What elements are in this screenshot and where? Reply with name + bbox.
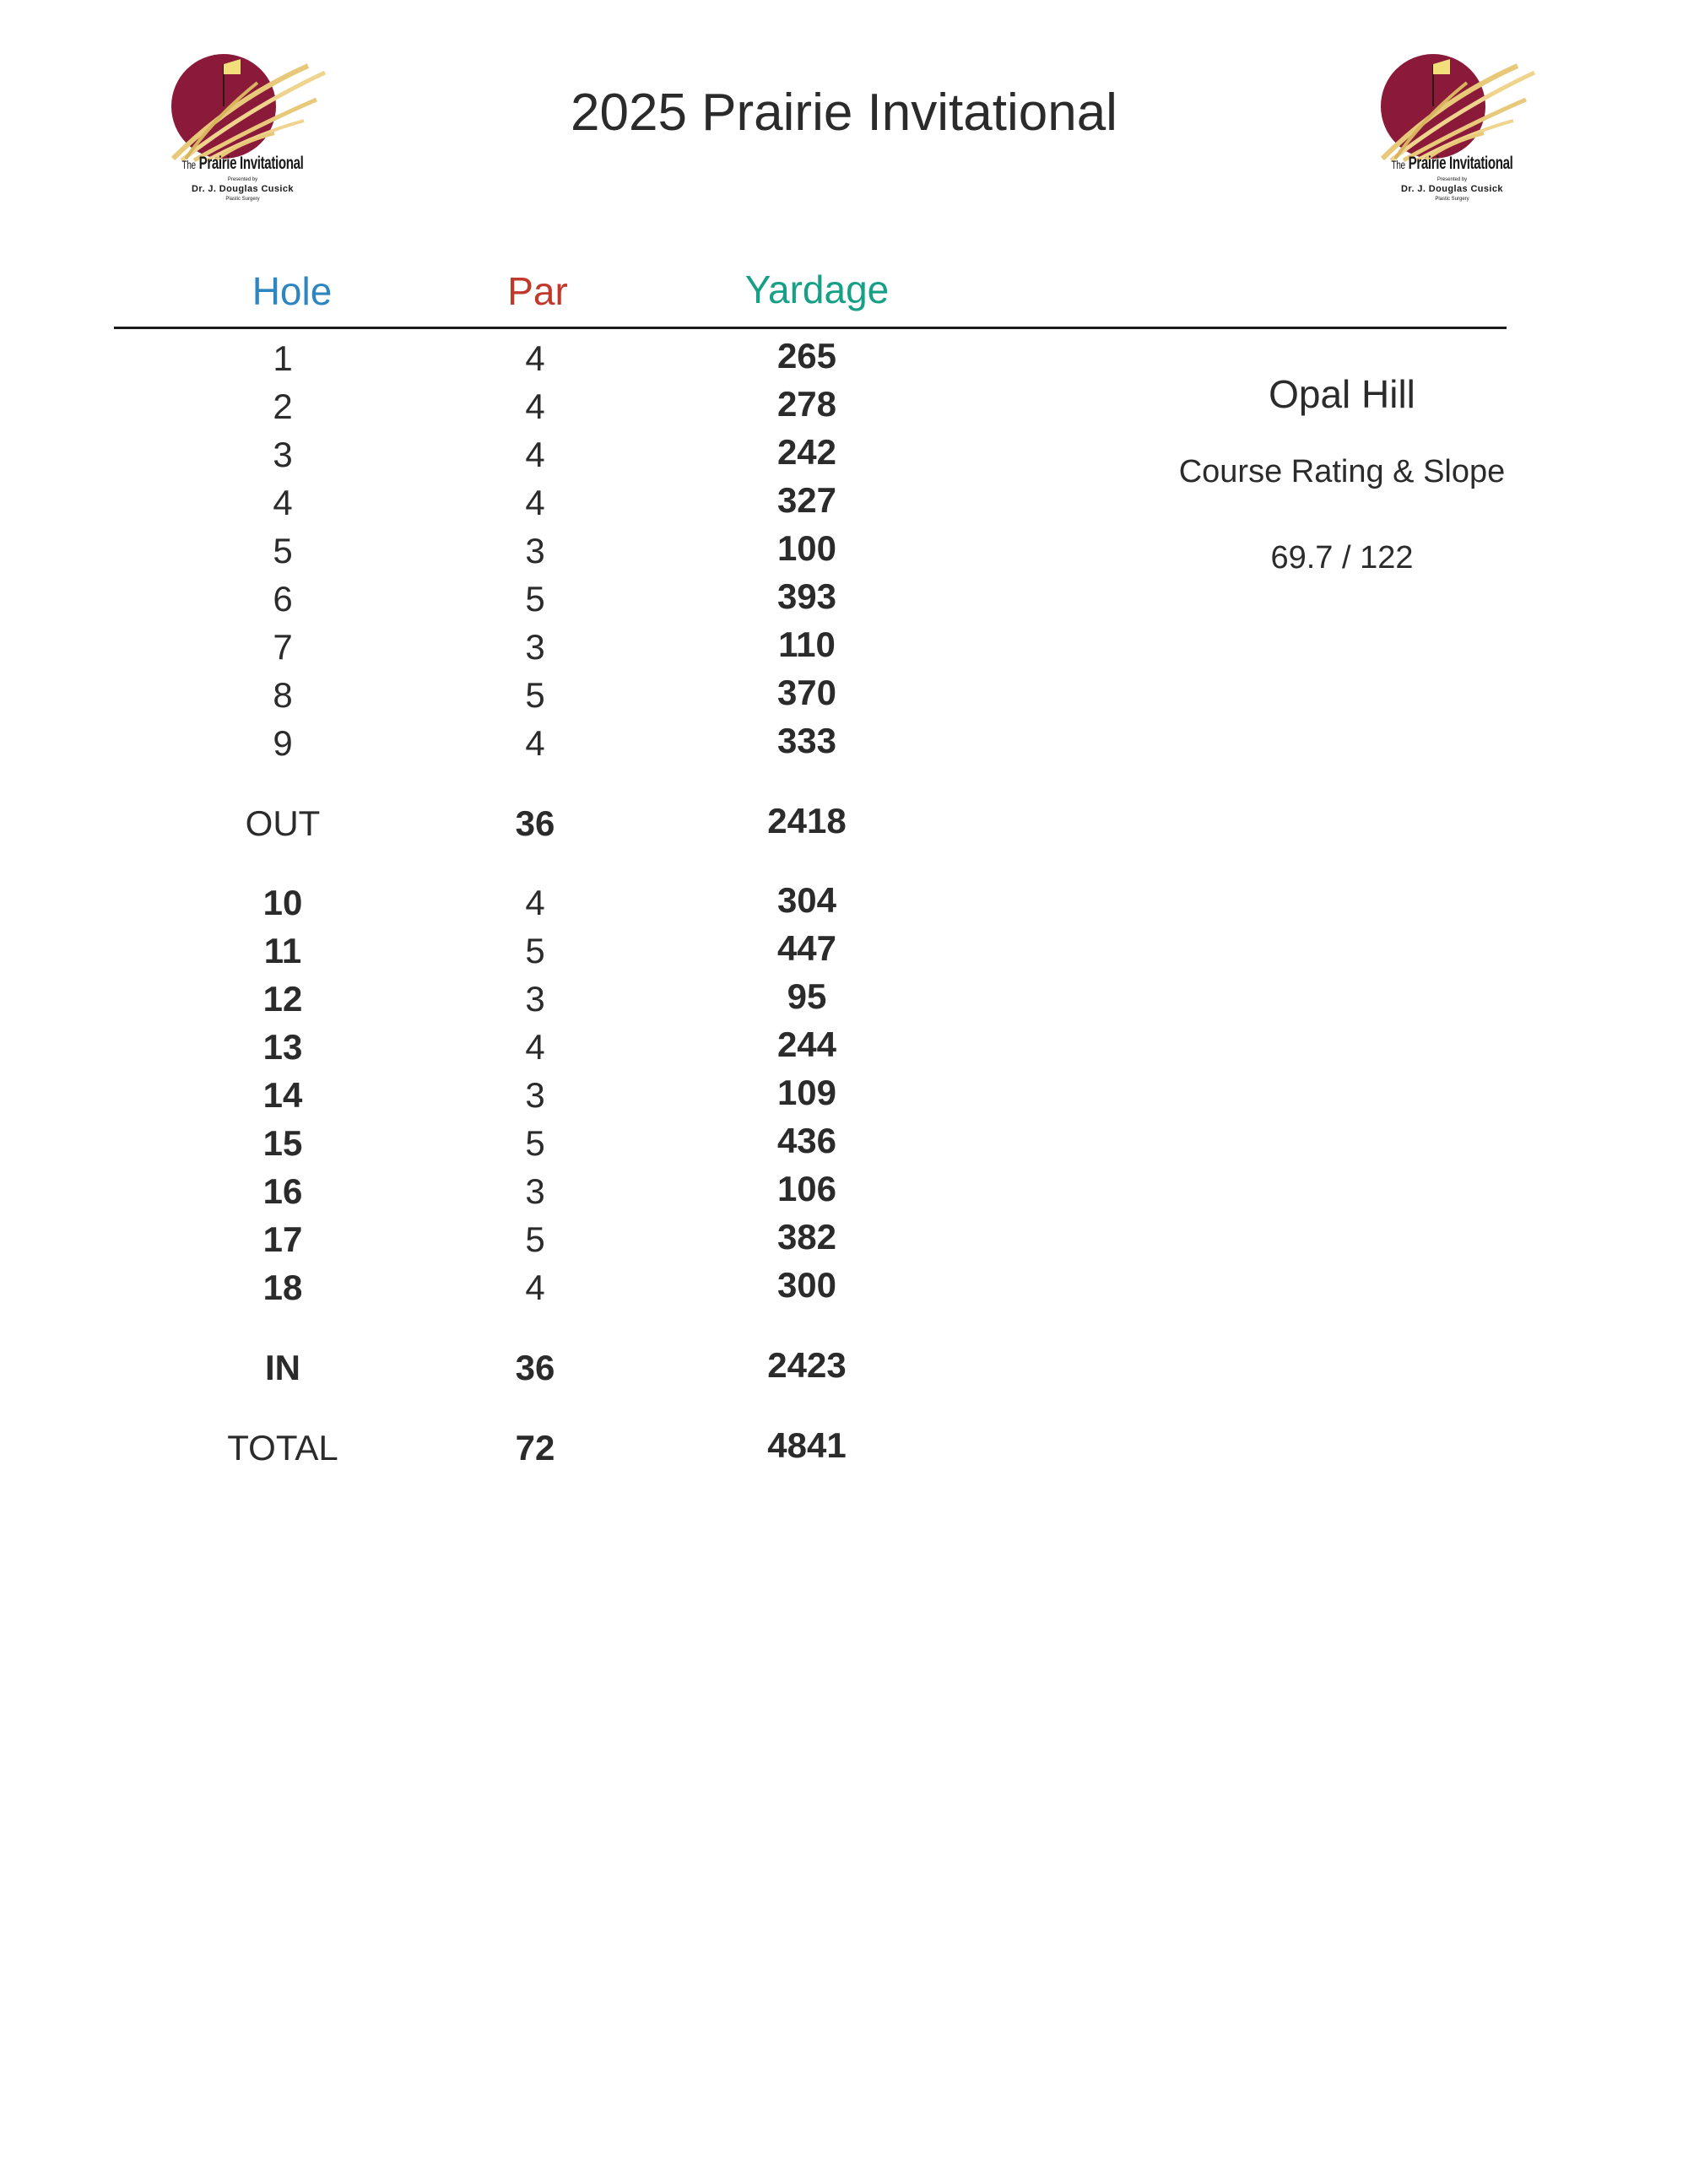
- par-cell: 5: [525, 1123, 545, 1163]
- logo-the: The: [181, 158, 196, 171]
- hole-cell: 12: [262, 979, 303, 1019]
- hole-cell: IN: [265, 1348, 300, 1387]
- par-cell: 4: [525, 723, 545, 763]
- course-rating-label: Course Rating & Slope: [1178, 454, 1506, 489]
- column-header-yardage: Yardage: [744, 268, 890, 311]
- par-cell: 4: [525, 483, 545, 522]
- hole-cell: 9: [273, 723, 293, 763]
- logo-presented-by: Presented by: [1436, 177, 1468, 182]
- hole-cell: OUT: [245, 803, 321, 843]
- hole-cell: 2: [273, 387, 293, 426]
- par-cell: 4: [525, 387, 545, 426]
- logo-doctor: Dr. J. Douglas Cusick: [1401, 184, 1503, 194]
- logo-the: The: [1391, 158, 1405, 171]
- column-header-hole: Hole: [252, 269, 333, 313]
- par-cell: 3: [525, 531, 545, 570]
- par-cell: 3: [525, 627, 545, 667]
- yardage-cell: 4841: [767, 1425, 847, 1465]
- course-name: Opal Hill: [1269, 372, 1415, 416]
- logo-specialty: Plastic Surgery: [225, 197, 260, 202]
- hole-cell: 14: [262, 1075, 303, 1115]
- page-title: 2025 Prairie Invitational: [571, 84, 1117, 142]
- hole-cell: 17: [262, 1219, 303, 1259]
- par-cell: 5: [525, 931, 545, 970]
- yardage-cell: 393: [776, 576, 837, 616]
- hole-cell: 16: [262, 1171, 303, 1211]
- yardage-cell: 327: [776, 480, 837, 520]
- par-cell: 4: [525, 1268, 545, 1307]
- yardage-cell: 110: [778, 624, 836, 664]
- par-cell: 4: [525, 338, 545, 378]
- yardage-cell: 242: [776, 432, 837, 472]
- yardage-cell: 382: [776, 1217, 837, 1257]
- hole-cell: 13: [262, 1027, 303, 1067]
- hole-cell: 5: [273, 531, 293, 570]
- logo-specialty: Plastic Surgery: [1435, 197, 1469, 202]
- par-cell: 36: [515, 1348, 555, 1387]
- hole-cell: 15: [262, 1123, 303, 1163]
- logo-name: Prairie Invitational: [1408, 154, 1513, 173]
- par-cell: 4: [525, 1027, 545, 1067]
- par-cell: 4: [525, 435, 545, 474]
- yardage-cell: 100: [776, 528, 837, 568]
- par-cell: 3: [525, 1075, 545, 1115]
- yardage-cell: 278: [776, 384, 837, 424]
- hole-cell: 18: [262, 1268, 303, 1307]
- par-cell: 5: [525, 579, 545, 619]
- hole-cell: 4: [273, 483, 293, 522]
- par-cell: 3: [525, 1171, 545, 1211]
- yardage-cell: 447: [776, 928, 837, 968]
- yardage-cell: 244: [776, 1024, 837, 1064]
- logo-presented-by: Presented by: [227, 177, 258, 182]
- logo-doctor: Dr. J. Douglas Cusick: [192, 184, 294, 194]
- hole-cell: 1: [273, 338, 293, 378]
- yardage-cell: 2418: [767, 801, 847, 841]
- hole-cell: 3: [273, 435, 293, 474]
- hole-cell: TOTAL: [227, 1428, 338, 1468]
- yardage-cell: 109: [776, 1073, 837, 1112]
- hole-cell: 6: [273, 579, 293, 619]
- par-cell: 36: [515, 803, 555, 843]
- yardage-cell: 106: [776, 1169, 837, 1208]
- yardage-cell: 265: [776, 336, 837, 376]
- column-header-par: Par: [507, 269, 568, 313]
- hole-cell: 7: [273, 627, 293, 667]
- yardage-cell: 436: [776, 1121, 837, 1160]
- hole-cell: 8: [273, 675, 293, 715]
- yardage-cell: 304: [776, 880, 837, 920]
- par-cell: 5: [525, 675, 545, 715]
- par-cell: 72: [515, 1428, 555, 1468]
- course-rating-value: 69.7 / 122: [1270, 540, 1414, 576]
- yardage-cell: 95: [787, 976, 827, 1016]
- yardage-cell: 370: [776, 673, 837, 712]
- yardage-cell: 333: [776, 721, 837, 760]
- par-cell: 3: [525, 979, 545, 1019]
- yardage-cell: 2423: [767, 1345, 847, 1385]
- par-cell: 5: [525, 1219, 545, 1259]
- par-cell: 4: [525, 883, 545, 922]
- yardage-cell: 300: [776, 1265, 837, 1305]
- logo-name: Prairie Invitational: [198, 154, 304, 173]
- hole-cell: 11: [263, 931, 302, 970]
- header-divider: [114, 327, 1507, 329]
- hole-cell: 10: [262, 883, 303, 922]
